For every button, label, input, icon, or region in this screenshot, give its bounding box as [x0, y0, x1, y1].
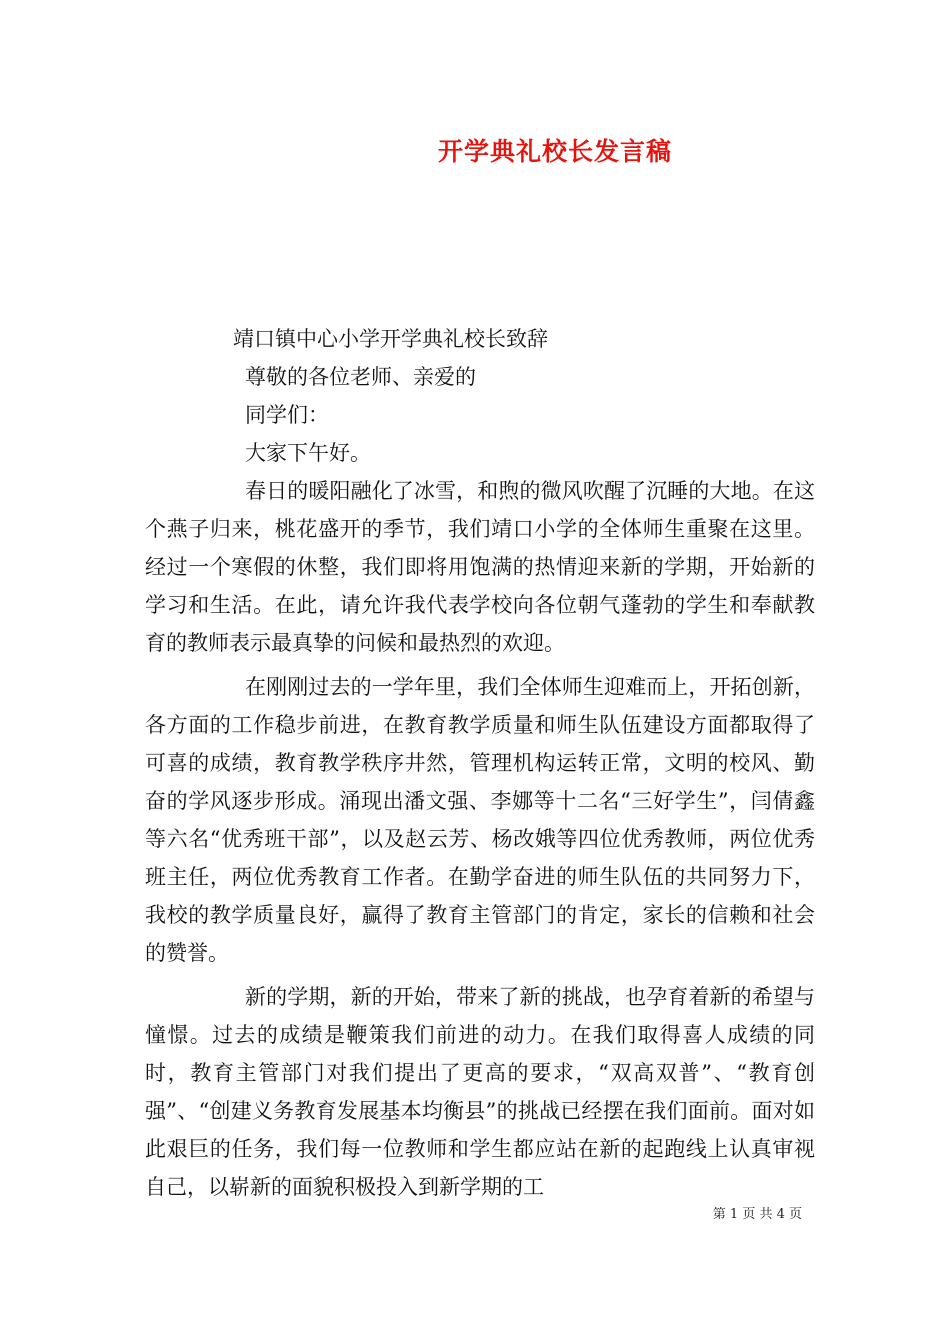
salutation-line-1: 尊敬的各位老师、亲爱的 — [245, 365, 476, 389]
speech-subtitle: 靖口镇中心小学开学典礼校长致辞 — [233, 327, 548, 351]
paragraph-1: 春日的暖阳融化了冰雪，和煦的微风吹醒了沉睡的大地。在这个燕子归来，桃花盛开的季节，我们靖口小学的全体师生重聚在这里。经过一个寒假的休整，我们即将用饱满的热情迎来新的学期，开始新的学习和生活。在此，请允许我代表学校向各位朝气蓬勃的学生和奉献教育的教师表示最真挚的问候和最热烈的欢迎。 — [145, 479, 815, 655]
document-title: 开学典礼校长发言稿 — [437, 137, 672, 166]
paragraph-2: 在刚刚过去的一学年里，我们全体师生迎难而上，开拓创新，各方面的工作稳步前进，在教育教学质量和师生队伍建设方面都取得了可喜的成绩，教育教学秩序井然，管理机构运转正常，文明的校风、勤奋的学风逐步形成。涌现出潘文强、李娜等十二名“三好学生”，闫倩鑫等六名“优秀班干部”，以及赵云芳、杨改娥等四位优秀教师，两位优秀班主任，两位优秀教育工作者。在勤学奋进的师生队伍的共同努力下，我校的教学质量良好，赢得了教育主管部门的肯定，家长的信赖和社会的赞誉。 — [145, 675, 815, 965]
salutation-line-2: 同学们： — [245, 403, 329, 427]
paragraph-3: 新的学期，新的开始，带来了新的挑战，也孕育着新的希望与憧憬。过去的成绩是鞭策我们前进的动力。在我们取得喜人成绩的同时，教育主管部门对我们提出了更高的要求，“双高双普”、“教育创强”、“创建义务教育发展基本均衡县”的挑战已经摆在我们面前。面对如此艰巨的任务，我们每一位教师和学生都应站在新的起跑线上认真审视自己，以崭新的面貌积极投入到新学期的工 — [145, 985, 815, 1199]
page-number-footer: 第 1 页 共 4 页 — [712, 1207, 802, 1222]
document-body — [145, 320, 815, 1212]
greeting-line: 大家下午好。 — [245, 441, 371, 465]
